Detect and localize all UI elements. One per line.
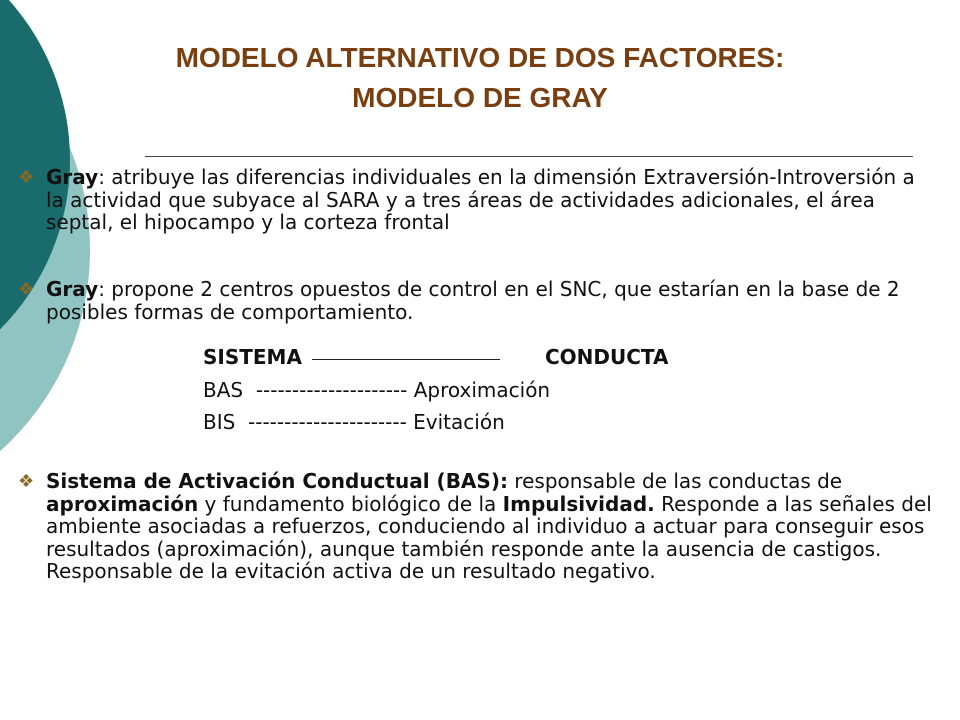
bullet-body-b: y fundamento biológico de la [198, 491, 503, 516]
slide-title-line-2: MODELO DE GRAY [352, 82, 608, 113]
diamond-bullet-icon: ❖ [18, 167, 35, 188]
title-divider [145, 156, 913, 157]
diamond-bullet-icon: ❖ [18, 471, 35, 492]
bullet-lead: Sistema de Activación Conductual (BAS): [46, 469, 508, 493]
system-table-header [203, 345, 668, 369]
bullet-body-a: responsable de las conductas de [507, 469, 843, 493]
slide-title [40, 38, 920, 118]
bullet-gray-2 [18, 278, 938, 323]
slide-title-line-1: MODELO ALTERNATIVO DE DOS FACTORES: [175, 42, 785, 73]
header-conducta: CONDUCTA [544, 345, 669, 369]
bullet-lead: Gray [46, 165, 99, 189]
bullet-bas [18, 470, 938, 583]
bullet-text [46, 166, 938, 234]
diamond-bullet-icon: ❖ [18, 279, 35, 300]
system-table-row-bas: BAS --------------------- Aproximación [203, 378, 551, 402]
bullet-body: : propone 2 centros opuestos de control en el SNC, que estarían en la base de 2 posibles formas de comportamiento. [46, 277, 900, 324]
bullet-text [46, 470, 938, 583]
bullet-bold-aproximacion: aproximación [46, 491, 199, 516]
bullet-text [46, 278, 938, 323]
bullet-body: : atribuye las diferencias individuales en la dimensión Extraversión-Introversión a la actividad que subyace al SARA y a tres áreas de actividades adicionales, el área septal, el hipocampo y la corteza frontal [46, 165, 915, 234]
bullet-gray-1 [18, 166, 938, 234]
bullet-bold-impulsividad: Impulsividad. [502, 491, 655, 516]
bullet-body-c: Responde a las señales del ambiente asociadas a refuerzos, conduciendo al individuo a actuar para conseguir esos resultados (aproximación), aunque también responde ante la ausencia de castigos. Responsable de la evitación activa de un resultado negativo. [46, 491, 932, 583]
header-blank-line [312, 359, 500, 360]
system-table-row-bis: BIS ---------------------- Evitación [203, 410, 505, 434]
header-system: SISTEMA [203, 345, 302, 369]
bullet-lead: Gray [46, 277, 99, 301]
